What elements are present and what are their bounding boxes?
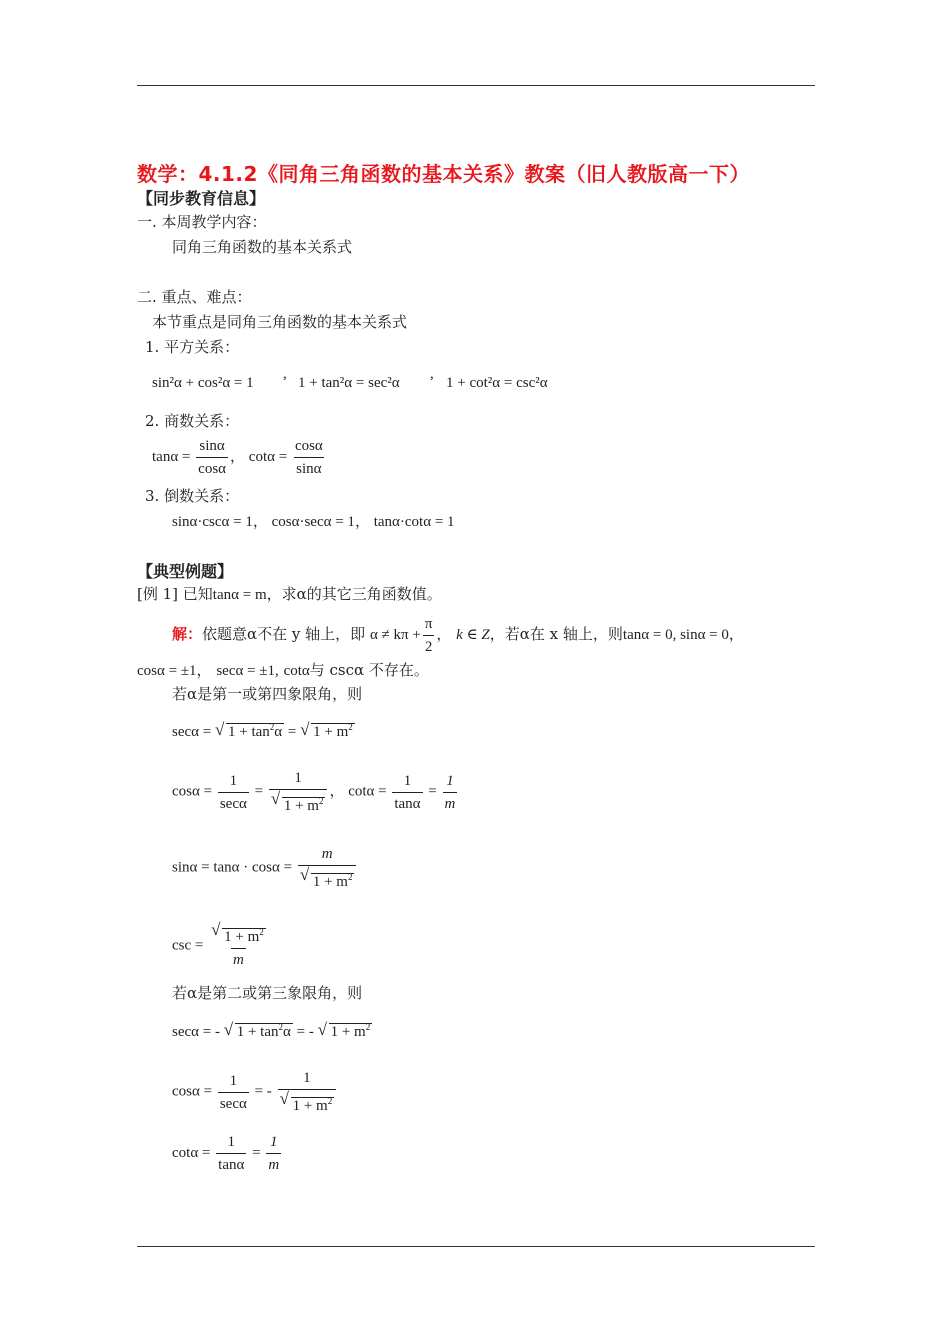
fraction-1-over-sqrt: 1 √ $1 + m^2$	[269, 768, 328, 816]
example1-prefix: [例 1] 已知	[137, 585, 213, 603]
fraction-1-over-sqrt: 1 √ $1 + m^2$	[278, 1068, 337, 1116]
fraction-1-over-m: $\frac{1}{m}$	[268, 1134, 280, 1173]
fraction-numerator: sinα	[199, 438, 225, 454]
case1-sec: secα = √ $1 + \tan^2\alpha$ = √ $1 + m^2$	[172, 722, 355, 741]
case1-sin: sinα = tanα · cosα = m √ $1 + m^2$	[172, 844, 358, 892]
fraction-m-over-sqrt: m √ $1 + m^2$	[298, 844, 357, 892]
sqrt-expression: √ $1 + m^2$	[318, 1022, 373, 1041]
example1-suffix: ，求α的其它三角函数值。	[266, 585, 442, 603]
solution-text1: 依题意α不在 y 轴上，即	[202, 624, 366, 643]
fraction-numerator: π	[424, 616, 433, 632]
solution-label: 解：	[172, 624, 203, 643]
sub2-label: 2. 商数关系：	[145, 412, 240, 430]
example1-condition: tanα = m	[212, 587, 267, 603]
fraction-denominator: cosα	[196, 457, 228, 479]
solution-line1: 解：依题意α不在 y 轴上，即 α ≠ kπ + $\frac{\pi}{2}$ ， k ∈ Z，若α在 x 轴上，则tanα = 0, sinα = 0，	[172, 616, 744, 655]
formula-square-2: 1 + tan²α = sec²α	[298, 375, 400, 391]
case1-heading: 若α是第一或第四象限角，则	[172, 685, 363, 703]
footer-rule	[137, 1246, 815, 1247]
solution-axis: tanα = 0, sinα = 0	[622, 626, 729, 643]
fraction-1-over-tan: $\frac{1}{\tan\alpha}$	[218, 1134, 245, 1173]
case2-cot: cotα = $\frac{1}{\tan\alpha}$ = $\frac{1}{m}$	[172, 1134, 280, 1173]
solution-condition	[369, 616, 436, 655]
solution-cos: cosα = ±1	[137, 663, 197, 679]
fraction-sqrt-over-m: √ $\frac{1 + m^2}{m}$	[209, 922, 268, 970]
formula-square-3: 1 + cot²α = csc²α	[446, 375, 548, 391]
cond-lhs: α ≠ kπ +	[369, 626, 421, 643]
sqrt-expression: √ $1 + m^2$	[300, 722, 355, 741]
fraction-1-over-tan: $\frac{1}{\tan\alpha}$	[394, 772, 421, 812]
solution-sec: secα = ±1,	[216, 663, 279, 679]
quotient-cot-fraction	[293, 436, 325, 479]
sub3-label: 3. 倒数关系：	[145, 487, 240, 505]
pi-over-2	[423, 614, 435, 657]
solution-line2: cosα = ±1， secα = ±1, cotα与 cscα 不存在。	[137, 661, 429, 679]
section-heading-sync: 【同步教育信息】	[137, 189, 266, 208]
case1-csc: csc = √ $\frac{1 + m^2}{m}$	[172, 922, 270, 970]
quotient-cot-lhs: cotα =	[248, 448, 288, 465]
formula-reciprocal: sinα·cscα = 1， cosα·secα = 1， tanα·cotα = 1	[172, 514, 455, 530]
sub1-label: 1. 平方关系：	[145, 338, 240, 356]
case1-cos-cot: cosα = $\frac{1}{\sec\alpha}$ = 1 √ $1 + m^2$ ， cotα = $\frac{1}{\tan\alpha}$ = $\frac{1}{m}$	[172, 768, 459, 816]
item2-content: 本节重点是同角三角函数的基本关系式	[152, 313, 408, 331]
solution-not-exist: 与 cscα 不存在。	[309, 661, 429, 679]
sqrt-expression: √ $1 + \tan^2\alpha$	[224, 1022, 293, 1041]
comma-1: ,	[283, 366, 287, 382]
item1-label: 一. 本周教学内容：	[137, 213, 267, 231]
item2-label: 二. 重点、难点：	[137, 288, 252, 306]
formula-square-1: sin²α + cos²α = 1	[152, 375, 254, 391]
reciprocal-3: tanα·cotα = 1	[373, 514, 455, 530]
case2-sec: secα = - √ $1 + \tan^2\alpha$ = - √ $1 + m^2$	[172, 1022, 372, 1041]
case2-heading: 若α是第二或第三象限角，则	[172, 984, 363, 1002]
fraction-denominator: sinα	[294, 457, 323, 479]
example1-statement	[137, 583, 442, 604]
solution-kz: k ∈ Z	[456, 626, 490, 643]
fraction-1-over-sec: $\frac{1}{\sec\alpha}$	[219, 772, 247, 812]
fraction-numerator: cosα	[294, 438, 323, 454]
comma-2: ,	[430, 366, 434, 382]
reciprocal-1: sinα·cscα = 1	[172, 514, 253, 530]
quotient-tan-lhs: tanα =	[152, 448, 191, 465]
formula-quotient: tanα = $\frac{\sin\alpha}{\cos\alpha}$ ， cotα = $\frac{\cos\alpha}{\sin\alpha}$	[152, 438, 323, 477]
reciprocal-2: cosα·secα = 1	[271, 514, 355, 530]
item1-content: 同角三角函数的基本关系式	[172, 238, 353, 256]
solution-text2: ，若α在 x 轴上，则	[489, 624, 623, 643]
page-title: 数学：4.1.2《同角三角函数的基本关系》教案（旧人教版高一下）	[137, 162, 750, 186]
fraction-denominator: 2	[423, 635, 435, 657]
fraction-1-over-m: $\frac{1}{m}$	[444, 772, 456, 812]
sqrt-expression: √ $1 + \tan^2\alpha$	[215, 722, 284, 741]
case2-cos: cosα = $\frac{1}{\sec\alpha}$ = - 1 √ $1 + m^2$	[172, 1068, 338, 1116]
quotient-tan-fraction	[196, 436, 228, 479]
section-heading-examples: 【典型例题】	[137, 562, 234, 581]
header-rule	[137, 85, 815, 86]
fraction-1-over-sec: $\frac{1}{\sec\alpha}$	[219, 1072, 247, 1112]
solution-cot: cotα	[283, 663, 310, 679]
